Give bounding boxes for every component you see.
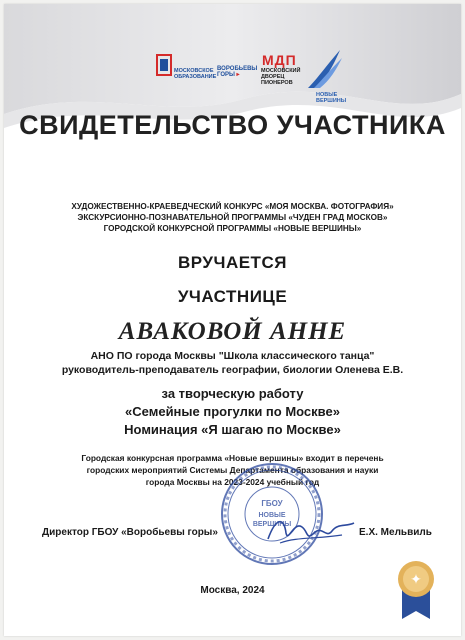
- awarded-label: ВРУЧАЕТСЯ: [178, 253, 287, 272]
- signer-name: Е.Х. Мельвиль: [359, 527, 432, 538]
- contest-line-3: ГОРОДСКОЙ КОНКУРСНОЙ ПРОГРАММЫ «НОВЫЕ ВЕРШИНЫ»: [103, 224, 362, 233]
- contest-description: [44, 201, 421, 234]
- program-line-2: городских мероприятий Системы Департамента образования и науки: [86, 465, 379, 475]
- mdp-logo-text: МОСКОВСКИЙ ДВОРЕЦ ПИОНЕРОВ: [261, 68, 301, 86]
- work-title: «Семейные прогулки по Москве»: [125, 404, 340, 419]
- director-title: Директор ГБОУ «Воробьевы горы»: [42, 527, 218, 538]
- organization-line-1: АНО ПО города Москвы "Школа классического танца": [90, 350, 375, 362]
- work-description: [44, 385, 421, 439]
- vorobyovy-gory-logo: [217, 66, 261, 78]
- vorobyovy-gory-mark-icon: ▸: [236, 72, 240, 78]
- vorobyovy-gory-logo-top: ВОРОБЬЕВЫ: [217, 66, 258, 72]
- certificate-sheet: [4, 4, 461, 636]
- moscow-education-logo-text: МОСКОВСКОЕ ОБРАЗОВАНИЕ: [174, 68, 217, 80]
- certificate-title: СВИДЕТЕЛЬСТВО УЧАСТНИКА: [19, 110, 446, 140]
- medal-ribbon-icon: [394, 559, 438, 621]
- program-line-1: Городская конкурсная программа «Новые вершины» входит в перечень: [81, 453, 384, 463]
- vorobyovy-gory-logo-bottom: ГОРЫ: [217, 72, 235, 78]
- contest-line-2: ЭКСКУРСИОННО-ПОЗНАВАТЕЛЬНОЙ ПРОГРАММЫ «ЧУДЕН ГРАД МОСКОВ»: [77, 213, 388, 222]
- stamp-center-text-3: ВЕРШИНЫ: [252, 521, 292, 528]
- nomination: Номинация «Я шагаю по Москве»: [124, 422, 341, 437]
- participant-label: УЧАСТНИЦЕ: [177, 287, 288, 306]
- program-line-3: города Москвы на 2023-2024 учебный год: [145, 477, 320, 487]
- novye-vershiny-logo-text: НОВЫЕ ВЕРШИНЫ: [316, 92, 347, 104]
- stamp-center-text-1: ГБОУ: [261, 499, 283, 508]
- stamp-center-text-2: НОВЫЕ: [258, 512, 286, 519]
- handwritten-signature: [266, 509, 356, 549]
- organization-line-2: руководитель-преподаватель географии, биологии Оленева Е.В.: [61, 363, 404, 376]
- recipient-organization: [54, 350, 411, 377]
- logos-row: [4, 48, 461, 108]
- recipient-name: АВАКОВОЙ АННЕ: [118, 318, 347, 345]
- work-line-1: за творческую работу: [161, 386, 304, 401]
- contest-line-1: ХУДОЖЕСТВЕННО-КРАЕВЕДЧЕСКИЙ КОНКУРС «МОЯ МОСКВА. ФОТОГРАФИЯ»: [71, 202, 394, 211]
- medal-star-icon: ✦: [410, 572, 422, 588]
- moscow-education-logo-icon: [156, 54, 172, 76]
- mdp-logo-mark: МДП: [262, 52, 297, 68]
- novye-vershiny-logo-icon: [304, 48, 344, 92]
- city-year: Москва, 2024: [200, 585, 265, 596]
